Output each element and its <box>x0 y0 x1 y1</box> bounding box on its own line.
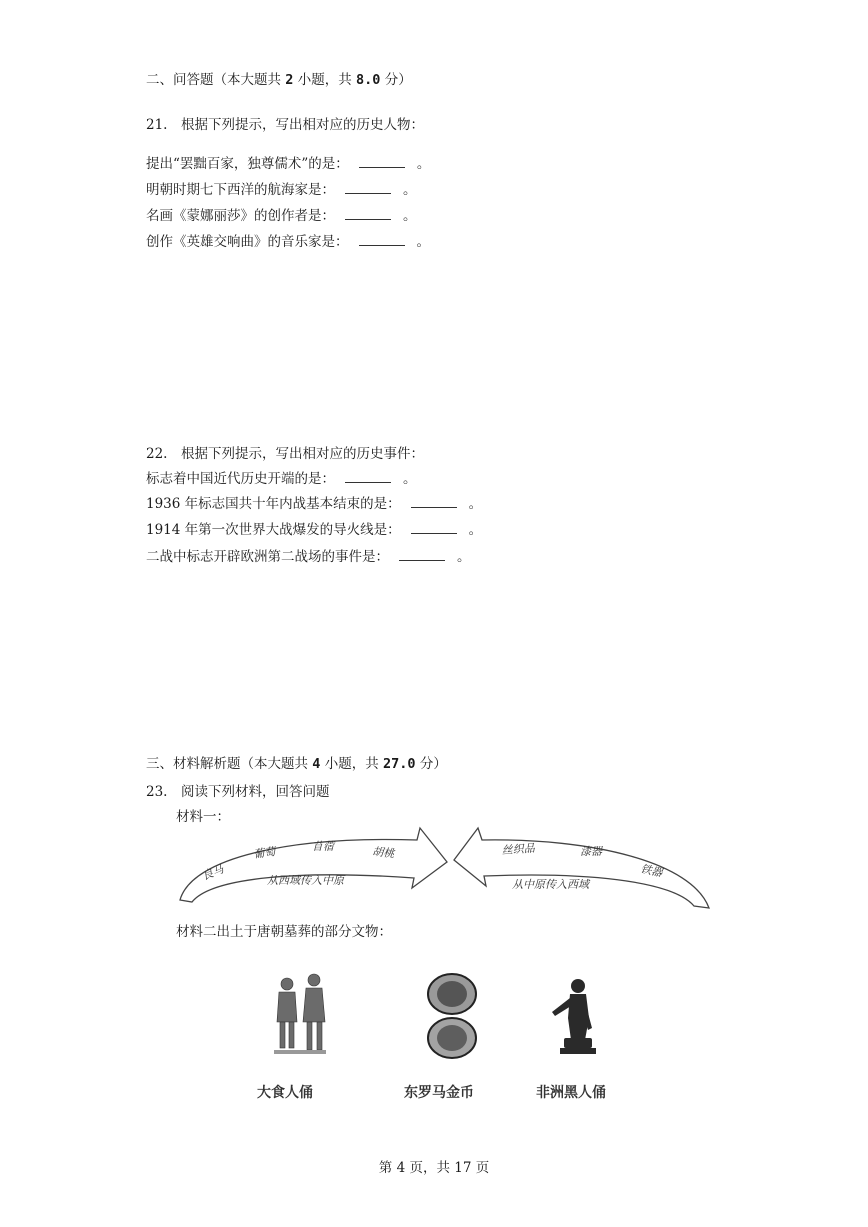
period: 。 <box>468 522 483 538</box>
right-item-3: 铁器 <box>639 862 664 880</box>
period: 。 <box>403 182 417 198</box>
question-count: 2 <box>285 72 294 88</box>
african-figurine-image <box>548 976 604 1068</box>
left-item-3: 苜蓿 <box>312 840 334 853</box>
left-item-2: 葡萄 <box>252 845 277 861</box>
answer-blank[interactable] <box>345 472 391 483</box>
left-item-1: 良马 <box>200 862 226 883</box>
left-item-4: 胡桃 <box>371 845 395 861</box>
caption-gold-coins: 东罗马金币 <box>404 1085 474 1101</box>
section-2-heading <box>146 68 412 88</box>
material-2-label: 材料二出土于唐朝墓葬的部分文物： <box>176 924 392 940</box>
answer-blank[interactable] <box>359 157 405 168</box>
question-count: 4 <box>312 756 321 772</box>
heading-text: 分） <box>384 72 412 88</box>
caption-arab-figurine: 大食人俑 <box>257 1085 313 1101</box>
period: 。 <box>457 549 471 565</box>
q21-line-3 <box>146 204 417 224</box>
period: 。 <box>416 156 431 172</box>
page-footer: 第 4 页，共 17 页 <box>378 1160 490 1176</box>
caption-african-figurine: 非洲黑人俑 <box>536 1085 606 1101</box>
answer-blank[interactable] <box>411 497 457 508</box>
question-23-stem: 23. 阅读下列材料，回答问题 <box>146 784 330 800</box>
prompt-text: 标志着中国近代历史开端的是： <box>146 471 335 487</box>
prompt-text: 名画《蒙娜丽莎》的创作者是： <box>146 208 335 224</box>
period: 。 <box>468 496 483 512</box>
byzantine-gold-coins-image <box>424 972 480 1064</box>
prompt-text: 创作《英雄交响曲》的音乐家是： <box>146 234 349 250</box>
answer-blank[interactable] <box>345 183 391 194</box>
answer-blank[interactable] <box>411 523 457 534</box>
prompt-text: 1936 年标志国共十年内战基本结束的是： <box>146 496 401 512</box>
heading-text: 三、材料解析题（本大题共 <box>146 756 308 772</box>
q22-line-1 <box>146 467 417 487</box>
material-1-label: 材料一： <box>176 809 230 825</box>
q22-line-4 <box>146 545 471 565</box>
period: 。 <box>416 234 430 250</box>
right-item-2: 漆器 <box>580 845 602 858</box>
q22-line-3 <box>146 518 482 538</box>
section-3-heading <box>146 752 447 772</box>
answer-blank[interactable] <box>399 550 445 561</box>
heading-text: 分） <box>419 756 447 772</box>
question-21-stem: 21. 根据下列提示，写出相对应的历史人物： <box>146 117 424 133</box>
period: 。 <box>403 208 417 224</box>
right-arrow-shape <box>454 828 709 908</box>
q21-line-1 <box>146 152 430 172</box>
heading-text: 二、问答题（本大题共 <box>146 72 281 88</box>
right-caption: 从中原传入西域 <box>512 878 589 891</box>
section-score: 8.0 <box>356 72 381 88</box>
prompt-text: 明朝时期七下西洋的航海家是： <box>146 182 335 198</box>
heading-text: 小题，共 <box>297 72 352 88</box>
prompt-text: 提出“罢黜百家，独尊儒术”的是： <box>146 156 349 172</box>
silk-road-exchange-diagram <box>172 822 717 914</box>
question-22-stem: 22. 根据下列提示，写出相对应的历史事件： <box>146 446 424 462</box>
prompt-text: 二战中标志开辟欧洲第二战场的事件是： <box>146 549 389 565</box>
section-score: 27.0 <box>383 756 416 772</box>
answer-blank[interactable] <box>359 235 405 246</box>
arab-figurine-image <box>270 970 330 1062</box>
period: 。 <box>403 471 417 487</box>
right-item-1: 丝织品 <box>501 841 536 857</box>
q21-line-2 <box>146 178 417 198</box>
q22-line-2 <box>146 492 482 512</box>
left-caption: 从西域传入中原 <box>267 874 344 887</box>
answer-blank[interactable] <box>345 209 391 220</box>
prompt-text: 1914 年第一次世界大战爆发的导火线是： <box>146 522 401 538</box>
heading-text: 小题，共 <box>324 756 379 772</box>
q21-line-4 <box>146 230 430 250</box>
